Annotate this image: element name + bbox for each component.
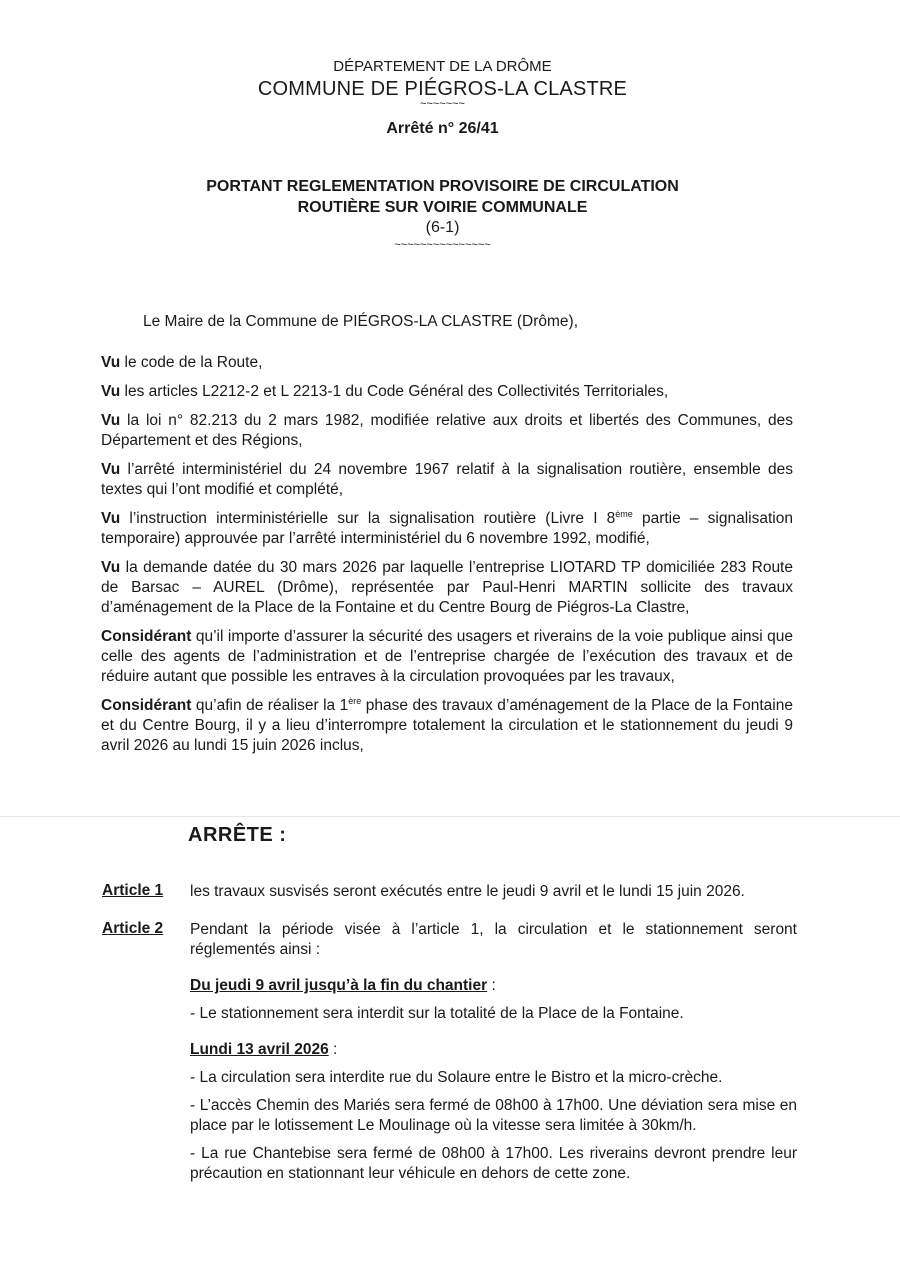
period-2-item: - La circulation sera interdite rue du Solaure entre le Bistro et la micro-crèche. xyxy=(190,1069,723,1086)
considerant-text: qu’afin de réaliser la 1 xyxy=(191,697,349,714)
considerant-keyword: Considérant xyxy=(101,697,192,714)
maire-intro: Le Maire de la Commune de PIÉGROS-LA CLASTRE (Drôme), xyxy=(143,313,579,330)
considerant-text: phase des travaux d’aménagement de la Place de la Fontaine et du Centre Bourg, il y a lieu d’interrompre totalement la circulation et le stationnement du jeudi 9 avril 2026 au lundi 15 juin 2026 inclus, xyxy=(101,697,793,754)
article-2-label: Article 2 xyxy=(102,920,164,937)
vu-paragraph xyxy=(101,460,793,500)
commune-name: COMMUNE DE PIÉGROS-LA CLASTRE xyxy=(257,78,628,100)
period-2-item: - La rue Chantebise sera fermé de 08h00 à 17h00. Les riverains devront prendre leur précaution en stationnant leur véhicule en dehors de cette zone. xyxy=(190,1145,797,1182)
arrete-number: Arrêté n° 26/41 xyxy=(386,120,499,137)
vu-text: les articles L2212-2 et L 2213-1 du Code Général des Collectivités Territoriales, xyxy=(120,383,669,400)
considerant-text: qu’il importe d’assurer la sécurité des usagers et riverains de la voie publique ainsi que celle des agents de l’administration et de l’entreprise chargée de l’exécution des travaux et de réduire autant que possible les entraves à la circulation provoquées par les travaux, xyxy=(101,628,793,685)
article-1-body: les travaux susvisés seront exécutés entre le jeudi 9 avril et le lundi 15 juin 2026. xyxy=(190,883,745,900)
article-2-body: Pendant la période visée à l’article 1, la circulation et le stationnement seront réglementés ainsi : xyxy=(190,921,797,958)
considerant-keyword: Considérant xyxy=(101,628,192,645)
vu-paragraph xyxy=(101,411,793,451)
vu-paragraph xyxy=(101,509,793,549)
vu-paragraph xyxy=(101,382,793,402)
superscript: ère xyxy=(348,695,362,706)
arrete-heading: ARRÊTE : xyxy=(188,824,287,846)
considerant-paragraph xyxy=(101,696,793,756)
period-1-heading-line xyxy=(190,976,797,996)
article-2-text xyxy=(190,920,797,1192)
vu-text: partie – signalisation temporaire) approuvée par l’arrêté interministériel du 6 novembre 1992, modifié, xyxy=(101,510,793,547)
separator-short: ~~~~~~~ xyxy=(420,98,465,110)
vu-text: la loi n° 82.213 du 2 mars 1982, modifiée relative aux droits et libertés des Communes, des Département et des Régions, xyxy=(101,412,793,449)
title-line-1: PORTANT REGLEMENTATION PROVISOIRE DE CIRCULATION xyxy=(206,178,679,195)
vu-keyword: Vu xyxy=(101,383,121,400)
vu-text: la demande datée du 30 mars 2026 par laquelle l’entreprise LIOTARD TP domiciliée 283 Route de Barsac – AUREL (Drôme), représentée par Paul-Henri MARTIN sollicite des travaux d’aménagement de la Place de la Fontaine et du Centre Bourg de Piégros-La Clastre, xyxy=(101,559,793,616)
vu-keyword: Vu xyxy=(101,461,121,478)
vu-keyword: Vu xyxy=(101,510,121,527)
vu-text: l’arrêté interministériel du 24 novembre 1967 relatif à la signalisation routière, ensemble des textes qui l’ont modifié et complété, xyxy=(101,461,793,498)
heading-colon: : xyxy=(328,1041,338,1058)
reference-code: (6-1) xyxy=(425,219,460,236)
period-2-heading: Lundi 13 avril 2026 xyxy=(190,1041,329,1058)
heading-colon: : xyxy=(487,977,496,994)
document-title xyxy=(0,176,885,218)
vu-keyword: Vu xyxy=(101,354,121,371)
separator-long: ~~~~~~~~~~~~~~~ xyxy=(394,239,491,251)
vu-text: le code de la Route, xyxy=(120,354,263,371)
considerant-paragraph xyxy=(101,627,793,687)
page-fold-line xyxy=(0,816,900,817)
period-1-item: - Le stationnement sera interdit sur la totalité de la Place de la Fontaine. xyxy=(190,1005,684,1022)
vu-keyword: Vu xyxy=(101,412,121,429)
vu-keyword: Vu xyxy=(101,559,121,576)
vu-paragraph xyxy=(101,558,793,618)
preamble-block xyxy=(101,353,793,765)
article-1-label: Article 1 xyxy=(102,882,164,899)
period-2-item: - L’accès Chemin des Mariés sera fermé de 08h00 à 17h00. Une déviation sera mise en place par le lotissement Le Moulinage où la vitesse sera limitée à 30km/h. xyxy=(190,1097,797,1134)
article-1-text xyxy=(190,882,797,910)
title-line-2: ROUTIÈRE SUR VOIRIE COMMUNALE xyxy=(297,199,588,216)
vu-paragraph xyxy=(101,353,793,373)
superscript: ème xyxy=(615,508,633,519)
period-2-heading-line xyxy=(190,1040,797,1060)
vu-text: l’instruction interministérielle sur la signalisation routière (Livre I 8 xyxy=(120,510,616,527)
department-name: DÉPARTEMENT DE LA DRÔME xyxy=(333,58,552,75)
period-1-heading: Du jeudi 9 avril jusqu’à la fin du chantier xyxy=(190,977,488,994)
